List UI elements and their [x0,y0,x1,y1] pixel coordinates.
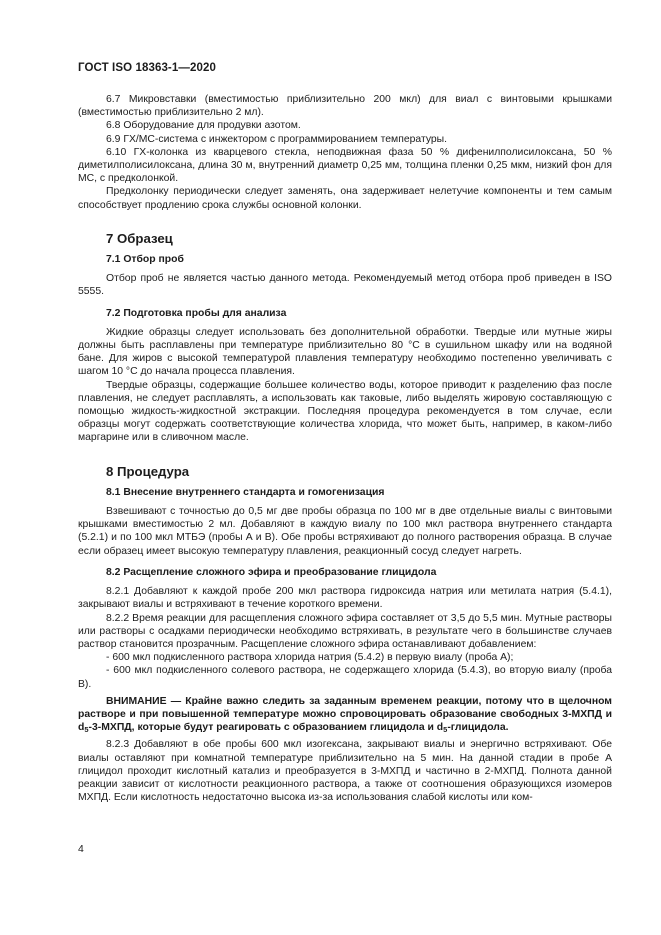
document-header: ГОСТ ISO 18363-1—2020 [78,62,216,74]
section-7-2-heading: 7.2 Подготовка пробы для анализа [106,307,287,319]
warning-text-part-1: ВНИМАНИЕ — Крайне важно следить за заданным временем реакции, потому что в щелочном растворе и при повышенной температуре можно спровоцировать образование свободных 3-МХПД и d [78,695,612,734]
section-8-2-heading: 8.2 Расщепление сложного эфира и преобразование глицидола [106,566,437,578]
section-7-heading: 7 Образец [106,230,173,246]
paragraph-6-10: 6.10 ГХ-колонка из кварцевого стекла, неподвижная фаза 50 % дифенилполисилоксана, 50 % диметилполисилоксана, длина 30 м, внутренний диаметр 0,25 мм, толщина пленки 0,25 мкм, низкий фон для МС, с предколонкой. [78,146,612,185]
section-7-1-heading: 7.1 Отбор проб [106,254,184,266]
paragraph-6-7: 6.7 Микровставки (вместимостью приблизительно 200 мкл) для виал с винтовыми крышками (вместимостью приблизительно 2 мл). [78,94,612,119]
section-7-1-text: Отбор проб не является частью данного метода. Рекомендуемый метод отбора проб приведен в ISO 5555. [78,273,612,298]
warning-text-part-2: -3-МХПД, которые будут реагировать с образованием глицидола и d [88,722,444,734]
section-8-2-3-text: 8.2.3 Добавляют в обе пробы 600 мкл изогексана, закрывают виалы и энергично встряхивают. Обе виалы оставляют при комнатной температуре приблизительно на 5 мин. На данной стадии в пробе А глицидол проходит кислотный катализ и преобразуется в 3-МХПД и частично в 2-МХПД. Полнота данной реакции зависит от кислотности реакционного раствора, а также от соотношения образующихся изомеров МХПД. Если кислотность недостаточно высока из-за использования слабой кислоты или ком- [78,739,612,804]
section-8-2-2-text: 8.2.2 Время реакции для расщепления сложного эфира составляет от 3,5 до 5,5 мин. Мутные растворы или растворы с осадками периодически необходимо встряхивать, в результате чего в большинстве случаев раствор становится прозрачным. Расщепление сложного эфира останавливают добавлением: [78,612,612,650]
section-7-2-paragraph-2: Твердые образцы, содержащие большее количество воды, которое приводит к разделению фаз после плавления, не следует расплавлять, а использовать как таковые, либо выделять жировую составляющую с помощью жидкость-жидкостной экстракции. Последняя процедура рекомендуется в том случае, если образцы могут содержать соответствующие количества хлорида, что может быть, например, в каком-либо маргарине или в сливочном масле. [78,379,612,444]
warning-text-part-3: -глицидола. [447,722,509,734]
paragraph-6-8: 6.8 Оборудование для продувки азотом. [106,120,301,132]
page-number: 4 [78,844,84,855]
paragraph-6-9: 6.9 ГХ/МС-система с инжектором с программированием температуры. [106,133,448,145]
warning-note [78,695,612,735]
paragraph-precolumn: Предколонку периодически следует заменять, она задерживает нелетучие компоненты и тем самым способствует продлению срока службы основной колонки. [78,186,612,211]
section-8-heading: 8 Процедура [106,463,190,479]
document-body [78,93,612,804]
section-8-1-heading: 8.1 Внесение внутреннего стандарта и гомогенизация [106,486,385,498]
warning-subscript-2: 5 [443,725,448,735]
section-8-1-text: Взвешивают с точностью до 0,5 мг две пробы образца по 100 мг в две отдельные виалы с винтовыми крышками вместимостью 2 мл. Добавляют в каждую виалу по 100 мкл раствора внутреннего стандарта (5.2.1) и по 100 мкл МТБЭ (пробы А и В). Обе пробы встряхивают до полного растворения образца. В случае если образец имеет высокую температуру плавления, реакционный сосуд следует нагреть. [78,506,612,557]
list-item-sample-b: - 600 мкл подкисленного солевого раствора, не содержащего хлорида (5.4.3), во вторую виалу (проба В). [78,665,612,690]
section-7-2-paragraph-1: Жидкие образцы следует использовать без дополнительной обработки. Твердые или мутные жиры должны быть расплавлены при температуре приблизительно 80 °С в сушильном шкафу или на водяной бане. Для жиров с высокой температурой плавления температуру необходимо постепенно увеличивать с шагом 10 °С до начала процесса плавления. [78,326,612,378]
section-8-2-1-text: 8.2.1 Добавляют к каждой пробе 200 мкл раствора гидроксида натрия или метилата натрия (5.4.1), закрывают виалы и встряхивают в течение короткого времени. [78,586,612,611]
warning-subscript-1: 5 [84,725,89,735]
list-item-sample-a: - 600 мкл подкисленного раствора хлорида натрия (5.4.2) в первую виалу (проба А); [106,652,514,664]
